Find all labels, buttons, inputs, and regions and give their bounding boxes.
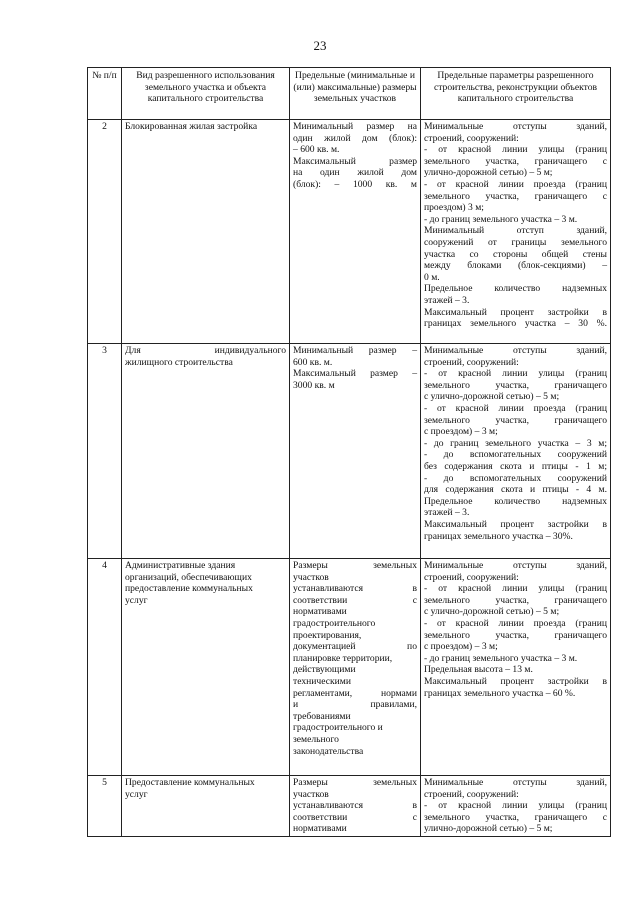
cell-text-line: - до вспомогательных сооружений (424, 449, 607, 461)
cell-text-line: нормативами (293, 823, 347, 835)
row-number: 3 (88, 344, 122, 559)
cell-text-line: проектирования, (293, 629, 362, 641)
cell-text-line: с проездом) – 3 м; (424, 426, 498, 438)
cell-text-line: проездом) 3 м; (424, 202, 484, 214)
cell-text-line: на один жилой дом (293, 167, 417, 179)
cell-text-line: Предельное количество надземных (424, 283, 607, 295)
cell-text-line: между блоками (блок-секциями) – (424, 260, 607, 272)
cell-text-line: для содержания скота и птицы - 4 м. (424, 484, 607, 496)
cell-text-line: нормативами (293, 606, 347, 618)
cell-text-line: границах земельного участка – 30 %. (424, 318, 607, 330)
plot-size-cell (290, 776, 421, 837)
cell-text-line: документацией по (293, 641, 417, 653)
plot-size-cell (290, 344, 421, 559)
cell-text-line: один жилой дом (блок): (293, 132, 417, 144)
header-plot-size: Предельные (минимальные и (или) максимальные) размеры земельных участков (290, 68, 421, 120)
cell-text-line: - до границ земельного участка – 3 м. (424, 652, 578, 664)
cell-text-line: с улично-дорожной сетью) – 5 м; (424, 606, 560, 618)
cell-text-line: Размеры земельных (293, 777, 417, 788)
header-construction-params: Предельные параметры разрешенного строительства, реконструкции объектов капитального строительства (421, 68, 611, 120)
cell-text-line: услуг (125, 594, 148, 606)
cell-text-line: Минимальный отступ зданий, (424, 225, 607, 237)
table-row (88, 776, 611, 837)
cell-text-line: Максимальный размер – (293, 368, 417, 380)
permitted-use-cell (122, 776, 290, 837)
cell-text-line: строений, сооружений: (424, 356, 519, 368)
cell-text-line: - от красной линии улицы (границ (424, 144, 607, 156)
cell-text-line: земельного участка, граничащего (424, 594, 607, 606)
cell-text-line: устанавливаются в (293, 800, 417, 812)
cell-text-line: с улично-дорожной сетью) – 5 м; (424, 391, 560, 403)
row-number: 4 (88, 559, 122, 776)
cell-text-line: - до границ земельного участка – 3 м; (424, 437, 607, 449)
cell-text-line: строений, сооружений: (424, 132, 519, 144)
cell-text-line: Минимальные отступы зданий, (424, 777, 607, 788)
cell-text-line: земельного участка, граничащего с (424, 155, 607, 167)
cell-text-line: земельного участка, граничащего (424, 629, 607, 641)
cell-text-line: действующими (293, 664, 356, 676)
cell-text-line: и правилами, (293, 699, 417, 711)
cell-text-line: Максимальный процент застройки в (424, 306, 607, 318)
cell-text-line: - до вспомогательных сооружений (424, 472, 607, 484)
cell-text-line: регламентами, нормами (293, 687, 417, 699)
row-number: 5 (88, 776, 122, 837)
cell-text-line: - от красной линии улицы (границ (424, 583, 607, 595)
page-number: 23 (313, 38, 327, 53)
cell-text-line: требованиями (293, 710, 351, 722)
cell-text-line: 600 кв. м. (293, 356, 333, 368)
construction-params-cell (421, 776, 611, 837)
cell-text-line: строений, сооружений: (424, 571, 519, 583)
construction-params-cell (421, 120, 611, 344)
cell-text-line: - до границ земельного участка – 3 м. (424, 213, 578, 225)
header-permitted-use: Вид разрешенного использования земельного участка и объекта капитального строительства (122, 68, 290, 120)
header-number: № п/п (88, 68, 122, 120)
cell-text-line: соответствии с (293, 811, 417, 823)
cell-text-line: организаций, обеспечивающих (125, 571, 252, 583)
table-row (88, 120, 611, 344)
permitted-use-cell: Блокированная жилая застройка (122, 120, 290, 344)
cell-text-line: - от красной линии проезда (границ (424, 402, 607, 414)
cell-text-line: Максимальный процент застройки в (424, 518, 607, 530)
construction-params-cell (421, 344, 611, 559)
cell-text-line: земельного участка, граничащего с (424, 190, 607, 202)
cell-text-line: с проездом) – 3 м; (424, 641, 498, 653)
cell-text-line: Минимальный размер на (293, 121, 417, 132)
permitted-use-cell (122, 344, 290, 559)
table-row (88, 344, 611, 559)
cell-text-line: участка со стороны общей стены (424, 248, 607, 260)
cell-text-line: соответствии с (293, 594, 417, 606)
regulations-table (87, 67, 611, 837)
table-header-row (88, 68, 611, 120)
cell-text-line: градостроительного и (293, 722, 383, 734)
row-number: 2 (88, 120, 122, 344)
cell-text-line: жилищного строительства (125, 356, 233, 368)
cell-text-line: Для индивидуального (125, 345, 286, 356)
cell-text-line: улично-дорожной сетью) – 5 м; (424, 823, 553, 835)
cell-text-line: - от красной линии проезда (границ (424, 617, 607, 629)
cell-text-line: границах земельного участка – 30%. (424, 530, 573, 542)
cell-text-line: земельного (293, 733, 339, 745)
cell-text-line: участков (293, 788, 329, 800)
cell-text-line: (блок): – 1000 кв. м (293, 178, 417, 190)
cell-text-line: градостроительного (293, 617, 376, 629)
cell-text-line: Предельная высота – 13 м. (424, 664, 533, 676)
cell-text-line: - от красной линии улицы (границ (424, 800, 607, 812)
construction-params-cell (421, 559, 611, 776)
cell-text-line: Минимальные отступы зданий, (424, 560, 607, 571)
cell-text-line: земельного участка, граничащего (424, 414, 607, 426)
cell-text-line: сооружений от границы земельного (424, 236, 607, 248)
cell-text-line: - от красной линии проезда (границ (424, 178, 607, 190)
permitted-use-cell (122, 559, 290, 776)
cell-text-line: Минимальные отступы зданий, (424, 345, 607, 356)
cell-text-line: 0 м. (424, 271, 440, 283)
cell-text-line: законодательства (293, 745, 364, 757)
cell-text-line: этажей – 3. (424, 294, 470, 306)
plot-size-cell (290, 120, 421, 344)
cell-text-line: Административные здания (125, 560, 236, 571)
cell-text-line: Максимальный размер (293, 155, 417, 167)
cell-text-line: земельного участка, граничащего с (424, 811, 607, 823)
cell-text-line: услуг (125, 788, 148, 800)
cell-text-line: земельного участка, граничащего (424, 379, 607, 391)
cell-text-line: Предоставление коммунальных (125, 777, 255, 788)
cell-text-line: Минимальный размер – (293, 345, 417, 356)
cell-text-line: 3000 кв. м (293, 379, 335, 391)
cell-text-line: планировке территории, (293, 652, 393, 664)
plot-size-cell (290, 559, 421, 776)
cell-text-line: техническими (293, 675, 351, 687)
cell-text-line: границах земельного участка – 60 %. (424, 687, 576, 699)
cell-text-line: улично-дорожной сетью) – 5 м; (424, 167, 553, 179)
cell-text-line: Максимальный процент застройки в (424, 675, 607, 687)
cell-text-line: строений, сооружений: (424, 788, 519, 800)
cell-text-line: - от красной линии улицы (границ (424, 368, 607, 380)
cell-text-line: устанавливаются в (293, 583, 417, 595)
cell-text-line: Размеры земельных (293, 560, 417, 571)
cell-text-line: без содержания скота и птицы - 1 м; (424, 460, 607, 472)
table-row (88, 559, 611, 776)
cell-text-line: Минимальные отступы зданий, (424, 121, 607, 132)
cell-text-line: – 600 кв. м. (293, 144, 340, 156)
cell-text-line: предоставление коммунальных (125, 583, 253, 595)
cell-text-line: Предельное количество надземных (424, 495, 607, 507)
cell-text-line: участков (293, 571, 329, 583)
cell-text-line: этажей – 3. (424, 507, 470, 519)
